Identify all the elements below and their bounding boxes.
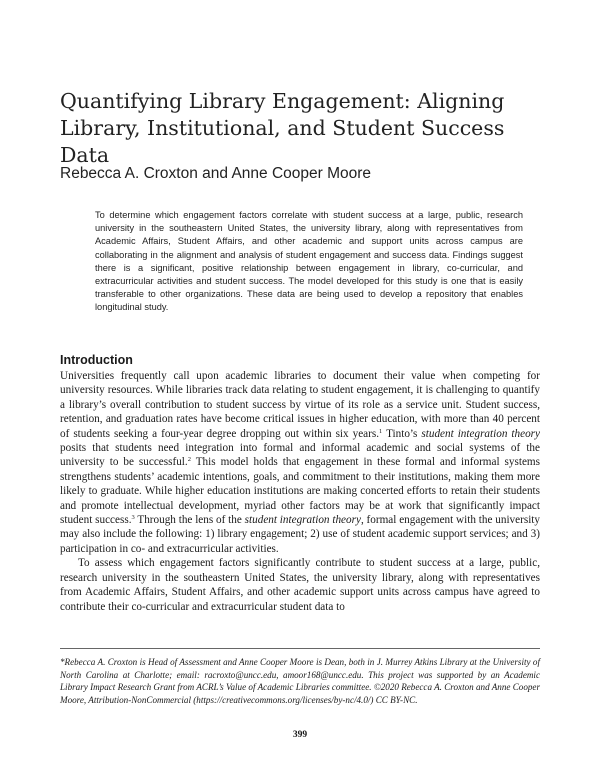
article-title: Quantifying Library Engagement: Aligning Library, Institutional, and Student Success Data <box>60 89 505 167</box>
body-text <box>60 369 540 614</box>
footnote-ref-1: 1 <box>379 427 383 435</box>
page-number: 399 <box>292 730 308 740</box>
footnote-ref-2: 2 <box>187 456 191 464</box>
term-student-integration-theory: student integration theory <box>421 427 541 440</box>
paragraph-1-text-f: , formal engagement with the university may also include the following: 1) library engagement; 2) use of student academic support services; and 3) participation in co- and extracurricular activities. <box>60 514 541 555</box>
paragraph-1-text-c: posits that students need integration into formal and informal academic and social systems of the university to be successful. <box>60 442 540 469</box>
article-authors: Rebecca A. Croxton and Anne Cooper Moore <box>60 165 372 182</box>
paragraph-1-text-b: Tinto’s <box>382 427 422 440</box>
paragraph-1-text-e: Through the lens of the <box>134 514 245 527</box>
article-abstract: To determine which engagement factors correlate with student success at a large, public, research university in the southeastern United States, the university library, along with representatives from Academic Affairs, Student Affairs, and other academic and support units across campus are collaborating in the alignment and analysis of student engagement and success data. Findings suggest there is a significant, positive relationship between engagement in library, co-curricular, and extracurricular activities and student success. The model developed for this study is one that is easily transferable to other organizations. These data are being used to develop a repository that enables longitudinal study. <box>95 210 523 313</box>
paragraph-2: To assess which engagement factors significantly contribute to student success at a large, public, research university in the southeastern United States, the university library, along with representatives from Academic Affairs, Student Affairs, and other academic support units across campus have agreed to contribute their co-curricular and extracurricular student data to <box>60 557 540 613</box>
footnote-divider <box>60 648 540 649</box>
paragraph-1-text-a: Universities frequently call upon academic libraries to document their value when competing for university resources. While libraries track data relating to student engagement, it is challenging to quantify a library’s overall contribution to student success by virtue of its role as a service unit. Student success, retention, and graduation rates have become critical issues in higher education, with more than 40 percent of students seeking a four-year degree dropping out within six years. <box>60 370 540 440</box>
footnote-ref-3: 3 <box>131 514 135 522</box>
author-footnote: *Rebecca A. Croxton is Head of Assessment and Anne Cooper Moore is Dean, both in J. Murrey Atkins Library at the University of North Carolina at Charlotte; email: racroxto@uncc.edu, amoor168@uncc.edu. This project was supported by an Academic Library Impact Research Grant from ACRL’s Value of Academic Libraries committee. ©2020 Rebecca A. Croxton and Anne Cooper Moore, Attribution-NonCommercial (https://creativecommons.org/licenses/by-nc/4.0/) CC BY-NC. <box>60 657 540 705</box>
section-heading-introduction: Introduction <box>60 353 133 367</box>
term-student-integration-theory-2: student integration theory <box>244 514 361 527</box>
paragraph-1-text-d: This model holds that engagement in these formal and informal systems strengthens students’ academic intentions, goals, and commitment to their institutions, making them more likely to graduate. While higher education institutions are making concerted efforts to retain their students and promote intellectual development, myriad other factors may be at work that significantly impact student success. <box>60 456 540 527</box>
paragraph-1 <box>60 369 540 556</box>
